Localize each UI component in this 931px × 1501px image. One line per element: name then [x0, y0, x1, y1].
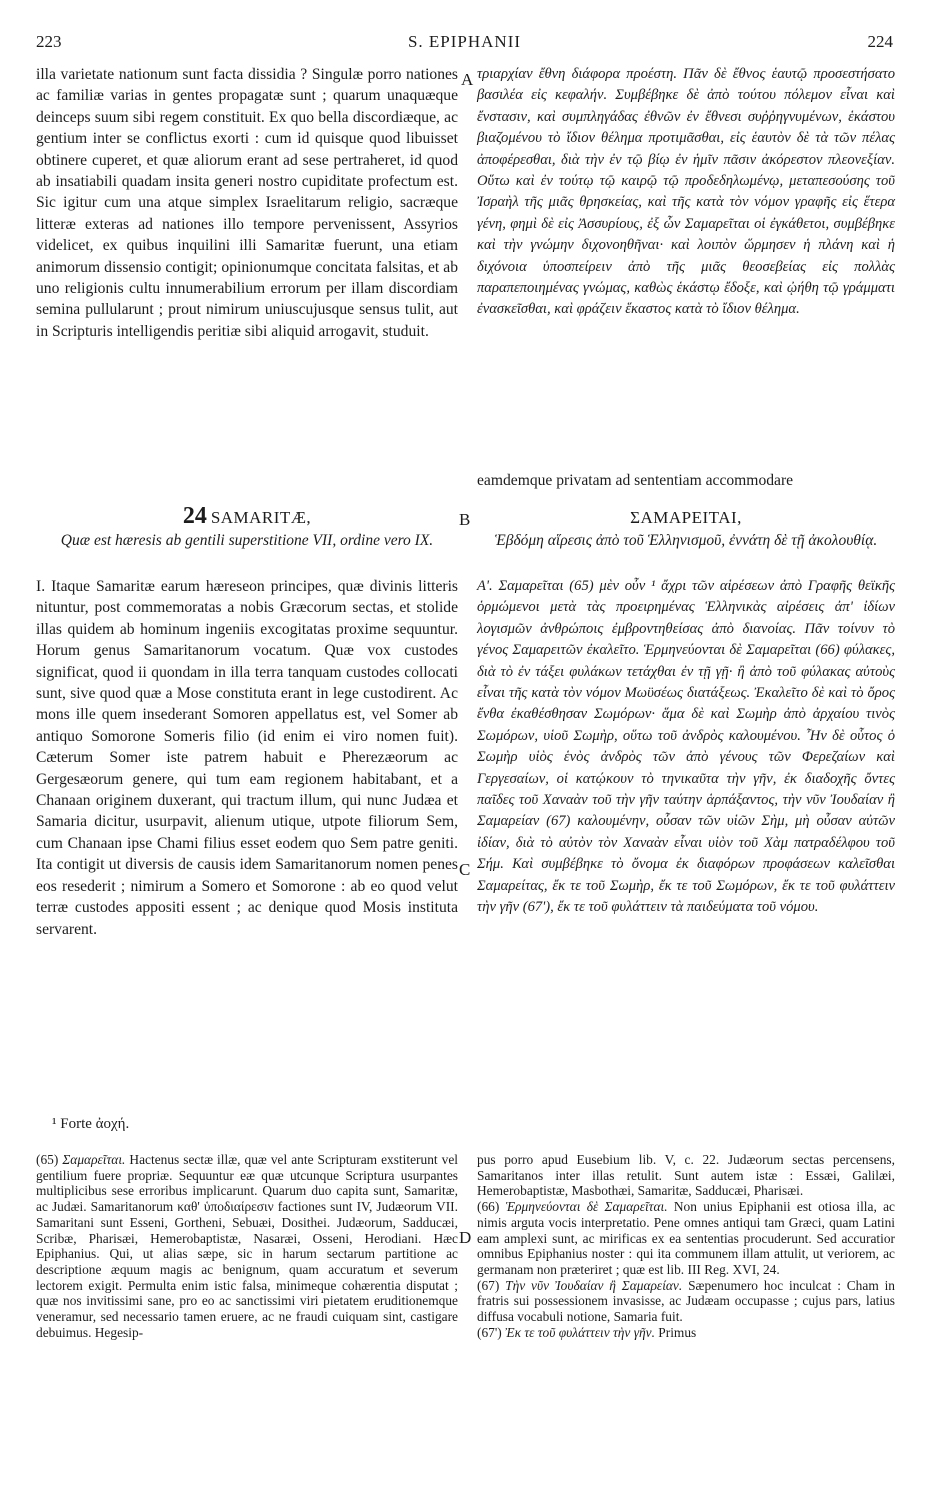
section-number: 24	[182, 503, 207, 529]
latin-paragraph-main: I. Itaque Samaritæ earum hæreseon principes, quæ divinis litteris nituntur, post commemoratas a nobis Græcorum sectas, et stolide illas quidem ab hominum ingeniis excogitatas proxime sequuntur. Horum genus Samaritanorum vocatum. Quæ vox custodes significat, quod ii quondam in illa terra tanquam custodes collocati sunt, sive quod quæ a Mose constituta erant in lege custodirent. Ac mons ille quem insederant Somoren appellatus est, vel Somer ab antiquo Somorone Someris filio (id enim ei viro nomen fuit). Cæterum Somer iste patrem habuit e Pherezæorum ac Gergesæorum genere, qui tum eam regionem habitabant, et a Chanaan originem duxerant, qui tractum illum, qui nunc Judæa et Samaria dicitur, usurpavit, alienum utique, utpote filiorum Sem, cum Chanaan ipse Chami filius esset eodem quo Sem patre geniti. Ita contigit ut diversis de causis idem Samaritanorum nomen penes eos resederit ; nimirum a Somero et Somorone : ab eo quod velut terræ custodes appositi essent ; ac denique quod Mosis instituta servarent.	[36, 578, 458, 938]
latin-column-main	[36, 576, 458, 940]
margin-marker-c: C	[459, 860, 471, 879]
header-title: S. EPIPHANII	[407, 32, 522, 51]
margin-marker-b: B	[459, 510, 471, 529]
note-67: (67) Τὴν νῦν Ἰουδαίαν ἢ Σαμαρείαν. Sæpenumero hoc inculcat : Cham in fratris sui possessionem invasisse, ac Judæam occupasse ; cujus pars, latius diffusa vocabuli notione, Samaria fuit.	[477, 1277, 895, 1325]
footnote: ¹ Forte ἀοχή.	[52, 1116, 130, 1132]
note-67-prime: (67') Ἐκ τε τοῦ φυλάττειν τὴν γῆν. Primus	[477, 1324, 697, 1340]
greek-section-title: ΣΑΜΑΡΕΙΤΑΙ,	[630, 508, 742, 527]
greek-section-heading	[477, 508, 895, 528]
note-65-continued: pus porro apud Eusebium lib. V, c. 22. Judæorum sectas percensens, Samaritanos inter illas retulit. Sunt autem istæ : Essæi, Galilæi, Hemerobaptistæ, Masbothæi, Samaritæ, Sadducæi, Pharisæi.	[477, 1152, 895, 1199]
greek-column-tail-text: eamdemque privatam ad sententiam accommodare	[477, 472, 794, 489]
note-65: (65) Σαμαρεῖται. Hactenus sectæ illæ, quæ vel ante Scripturam exstiterunt vel gentilium fuere propriæ. Sequuntur eæ quæ utcunque Scriptura usurpantes multiplicibus sese erroribus implicarunt. Quarum duo capita sunt, Samaritæ, ac Judæi. Samaritanorum καθ' ὑποδιαίρεσιν factiones sunt IV, Judæorum VII. Samaritani sunt Esseni, Gortheni, Sebuæi, Dosithei. Judæorum, Sadducæi, Scribæ, Pharisæi, Hemerobaptistæ, Nasaræi, Osseni, Herodiani. Hæc Epiphanius. Qui, ut alias sæpe, sic in harum sectarum partitione ac descriptione æquum magis ac benignum, quam accuratum et severum lectorem exigit. Permulta enim istic falsa, minimeque cohærentia disputat ; quæ nos invitissimi sane, pro eo ac sanctissimi viri pietatem eruditionemque veneramur, sed necessario tamen eruere, ac ne fraudi cuiquam sint, castigare debuimus. Hegesip-	[36, 1152, 458, 1340]
latin-section-heading	[36, 503, 458, 530]
latin-paragraph-top: illa varietate nationum sunt facta dissidia ? Singulæ porro nationes ac familiæ varias in gentes propagatæ sunt ; quarum unaquæque deinceps suum sibi regem constituit. Ex quo bella discordiæque, ac gentium inter se conflictus exorti : cum id quisque quod libuisset obtinere cuperet, et quæ aliorum erant ad sese pertraheret, id quod ab insatiabili quadam insita generi nostro cupiditate profectum est. Sic igitur cum una atque simplex Israelitarum religio, sacræque litteræ exteras ad nationes illo tempore pervenissent, Assyrios videlicet, ex quibus inquilini illi Samaritæ fuerunt, una etiam animorum dissensio contigit; opinionumque concitata falsitas, et ab uno religionis cultu innumerabilium errorum per illam discordiam semina pullularunt ; prout nimirum uniuscujusque sensus tulit, aut in Scripturis intelligendis peritiæ sibi aliquid arrogavit, studuit.	[36, 66, 458, 340]
greek-column-top	[477, 64, 895, 321]
notes-right-column	[477, 1152, 895, 1340]
latin-section-subtitle: Quæ est hæresis ab gentili superstitione VII, ordine vero IX.	[60, 532, 434, 549]
greek-paragraph-top: τριαρχίαν ἔθνη διάφορα προέστη. Πᾶν δὲ ἔθνος ἑαυτῷ προσεστήσατο βασιλέα εἰς κεφαλήν. Συμβέβηκε δὲ ἀπὸ τούτου πόλεμον εἶναι καὶ ἔνστασιν, καὶ συμπληγάδας ἐθνῶν ἐν ἔθνεσι συῤῥηγνυμένων, ἑκάστου βιαζομένου τὸ ἴδιον θέλημα προτιμᾶσθαι, εἰς ἑαυτὸν δὲ τὰ τῶν πέλας ἀποφέρεσθαι, διὰ τὴν ἐν τῷ βίῳ ἐν ἡμῖν πᾶσιν ἀκόρεστον πλεονεξίαν. Οὕτω καὶ ἐν τούτῳ τῷ καιρῷ τῷ προδεδηλωμένῳ, μεταπεσούσης τοῦ Ἰσραὴλ τῆς μιᾶς θρησκείας, καὶ τῆς κατὰ τὸν νόμον γραφῆς εἰς ἕτερα γένη, φημὶ δὲ εἰς Ἀσσυρίους, ἐξ ὧν Σαμαρεῖται οἱ ἐγκάθετοι, συμβέβηκε καὶ τὴν γνώμην διχονοηθῆναι· καὶ λοιπὸν ὥρμησεν ἡ πλάνη καὶ ἡ διχόνοια ὑποσπείρειν ἀπὸ τῆς μιᾶς θεοσεβείας εἰς πολλὰς παραπεποιημένας γνώμας, καθὼς ἑκάστῳ ἔδοξε, καὶ ᾠήθη τῷ γράμματι ἐνασκεῖσθαι, καὶ φράζειν ἕκαστος κατὰ τὸ ἴδιον θέλημα.	[477, 66, 895, 318]
latin-section-title: SAMARITÆ,	[210, 508, 312, 527]
right-page-number: 224	[867, 32, 893, 51]
latin-column-top	[36, 64, 458, 342]
running-header	[36, 32, 893, 54]
margin-marker-a: A	[461, 70, 474, 89]
notes-left-column	[36, 1152, 458, 1340]
greek-section-subtitle: Ἑβδόμη αἵρεσις ἀπὸ τοῦ Ἑλληνισμοῦ, ἐννάτη δὲ τῇ ἀκολουθίᾳ.	[494, 532, 878, 549]
margin-marker-d: D	[459, 1228, 472, 1247]
greek-column-tail	[477, 470, 895, 491]
left-page-number: 223	[36, 32, 62, 51]
note-66: (66) Ἑρμηνεύονται δὲ Σαμαρεῖται. Non unius Epiphanii est otiosa illa, ac nimis arguta vocis interpretatio. Pene omnes antiqui tam Græci, quam Latini eam amplexi sunt, ac mirificas ex ea sententias procuderunt. Sed accuratior omnibus Epiphanius noster : qui ita communem illam attulit, ut veriorem, ac germanam non præteriret ; quæ est lib. III Reg. XVI, 24.	[477, 1199, 895, 1277]
greek-column-main	[477, 576, 895, 919]
greek-paragraph-main: Α'. Σαμαρεῖται (65) μὲν οὖν ¹ ἄχρι τῶν αἱρέσεων ἀπὸ Γραφῆς θεϊκῆς ὁρμώμενοι μετὰ τὰς προειρημένας Ἑλληνικὰς αἱρέσεις ἀπ' ἰδίων λογισμῶν ἀνθρώποις ἐμβροντηθείσας ἀπὸ διανοίας. Πᾶν τοίνυν τὸ γένος Σαμαρειτῶν ἐκαλεῖτο. Ἑρμηνεύονται δὲ Σαμαρεῖται (66) φύλακες, διὰ τὸ ἐν τάξει φυλάκων τετάχθαι ἐν τῇ γῇ· ἢ ἀπὸ τοῦ φύλακας αὐτοὺς εἶναι τῆς κατὰ τὸν νόμον Μωϋσέως διατάξεως. Ἐκαλεῖτο δὲ καὶ τὸ ὄρος ἔνθα ἐκαθέσθησαν Σωμόρων· ἅμα δὲ καὶ Σωμὴρ ἀπὸ ἀρχαίου τινὸς Σωμόρων, υἱοῦ Σωμὴρ, οὕτω τοῦ ἀνδρὸς καλουμένου. Ἦν δὲ οὗτος ὁ Σωμὴρ υἱὸς ἑνὸς ἀνδρὸς τῶν ἀπὸ γένους τῶν Φερεζαίων καὶ Γεργεσαίων, οἱ κατῴκουν τὸ τηνικαῦτα τὴν γῆν, ἐκ διαδοχῆς ὄντες παῖδες τοῦ Χαναὰν τοῦ τὴν γῆν ταύτην ἁρπάξαντος, τὴν νῦν Ἰουδαίαν ἢ Σαμαρείαν (67) καλουμένην, οὖσαν τῶν υἱῶν Σὴμ, μὴ οὖσαν αὐτῶν ἰδίαν, διὰ τὸ αὐτὸν τὸν Χαναὰν εἶναι υἱὸν τοῦ Χὰμ πατραδέλφου τοῦ Σήμ. Καὶ συμβέβηκε τὸ ὄνομα ἐκ διαφόρων προφάσεων καλεῖσθαι Σαμαρείτας, ἔκ τε τοῦ Σωμὴρ, ἔκ τε τοῦ Σωμόρων, ἔκ τε τοῦ φυλάττειν τὴν γῆν (67'), ἔκ τε τοῦ φυλάττειν τὰ παιδεύματα τοῦ νόμου.	[477, 578, 895, 916]
